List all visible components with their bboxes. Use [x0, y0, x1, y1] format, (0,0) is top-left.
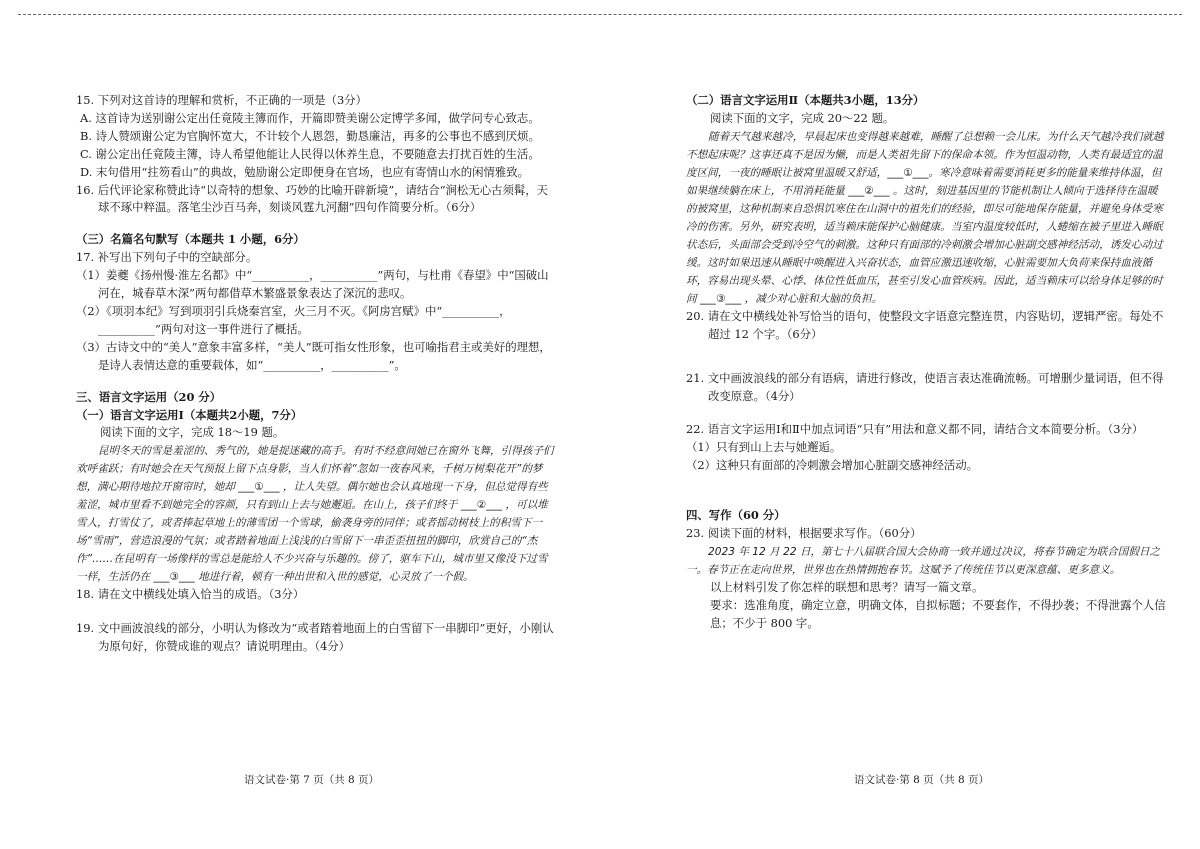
subsection-1-header: （一）语言文字运用Ⅰ（本题共2小题，7分）: [76, 407, 303, 422]
section-3-header: （三）名篇名句默写（本题共 1 小题，6分）: [76, 232, 305, 247]
subsection-2-intro: 阅读下面的文字，完成 20～22 题。: [710, 110, 895, 125]
question-15-option-c: C. 谢公定出任竟陵主簿，诗人希望他能让人民得以休养生息，不要随意去打扰百姓的生活。: [80, 146, 540, 161]
left-page-footer: 语文试卷·第 7 页（共 8 页）: [244, 774, 380, 786]
writing-material: 2023 年 12 月 22 日，第七十八届联合国大会协商一致并通过决议，将春节确定为联合国假日之一。春节正在走向世界，世界也在热情拥抱春节。这赋予了传统佳节以更深意蕴、更多意义。: [686, 545, 1161, 576]
right-page-footer: 语文试卷·第 8 页（共 8 页）: [854, 774, 990, 786]
question-17-stem: 17. 补写出下列句子中的空缺部分。: [76, 250, 258, 265]
writing-requirement: 要求：选准角度，确定立意，明确文体，自拟标题；不要套作，不得抄袭；不得泄露个人信息；不少于 800 字。: [710, 597, 1166, 630]
question-17-item-3: （3）古诗文中的“美人”意象丰富多样，“美人”既可指女性形象，也可喻指君主或美好的理想，是诗人表情达意的重要载体，如“__________，__________”。: [76, 339, 551, 372]
reading-passage-2: 随着天气越来越冷，早晨起床也变得越来越难，睡醒了总想赖一会儿床。为什么天气越冷我们就越不想起床呢？这事还真不是因为懒，而是人类祖先留下的保命本领。作为恒温动物，人类有最适宜的温度区间，一夜的睡眠让被窝里温暖又舒适，___①___。寒冷意味着需要消耗更多的能量来维持体温，但如果继续躺在床上，不用消耗能量 ___②___ 。这时，刻进基因里的节能机制让人倾向于选择待在温暖的被窝里，这种机制来自恐惧饥寒住在山洞中的祖先们的经验，即尽可能地保存能量，并避免身体受寒冷的伤害。另外，研究表明，适当赖床能保护心脑健康。当室内温度较低时，人蜷缩在被子里进入睡眠状态后，头面部会受到冷空气的刺激。这种只有面部的冷刺激会增加心脏副交感神经活动，诱发心动过缓。这时如果迅速从睡眠中唤醒进入兴奋状态，血管应激迅速收缩，心脏需要加大负荷来保持血液循环，容易出现头晕、心悸、体位性低血压，甚至引发心血管疾病。因此，适当赖床可以给身体足够的时间 ___③___ ，减少对心脏和大脑的负担。: [686, 130, 1164, 305]
part-4-header: 四、写作（60 分）: [686, 508, 786, 523]
question-22-item-2: （2）这种只有面部的冷刺激会增加心脏副交感神经活动。: [686, 458, 979, 473]
question-16: 16. 后代评论家称赞此诗“以奇特的想象、巧妙的比喻开辟新境”，请结合“涧松无心古须髯，天球不琢中粹温。落笔尘沙百马奔，刻谈风霆九河翻”四句作简要分析。（6分）: [76, 182, 549, 215]
question-17-item-2: （2）《项羽本纪》写到项羽引兵烧秦宫室，火三月不灭。《阿房宫赋》中“__________，__________”两句对这一事件进行了概括。: [76, 303, 511, 336]
question-22-item-1: （1）只有到山上去与她邂逅。: [686, 440, 842, 455]
reading-passage-1: 昆明冬天的雪是羞涩的、秀气的，她是捉迷藏的高手。有时不经意间她已在窗外飞舞，引得孩子们欢呼雀跃；有时她会在天气预报上留下点身影，当人们怀着“忽如一夜春风来，千树万树梨花开”的梦想，满心期待地拉开窗帘时，她却 ___①___ ，让人失望。偶尔她也会认真地现一下身，但总觉得有些羞涩，城市里看不到她完全的容颜，只有到山上去与她邂逅。在山上，孩子们终于 ___②___ ，可以堆雪人，打雪仗了，或者捧起草地上的薄雪团一个雪球，偷袭身旁的同伴；或者摇动树枝上的积雪下一场“雪雨”，营造浪漫的气氛；或者踏着地面上浅浅的白雪留下一串歪歪扭扭的脚印，欣赏自己的“杰作”……在昆明有一场像样的雪总是能给人不少兴奋与乐趣的。傍了，驱车下山，城市里又像没下过雪一样，生活仍在 ___③___ 地进行着，顿有一种出世和入世的感觉，心灵放了一个假。: [76, 445, 554, 584]
question-18: 18. 请在文中横线处填入恰当的成语。（3分）: [76, 587, 305, 602]
question-15-option-a: A. 这首诗为送别谢公定出任竟陵主簿而作，开篇即赞美谢公定博学多闻，做学问专心致志。: [80, 110, 540, 125]
question-15-option-b: B. 诗人赞颂谢公定为官胸怀宽大，不计较个人恩怨，勤恳廉洁，再多的公事也不感到厌烦。: [80, 128, 540, 143]
question-23-stem: 23. 阅读下面的材料，根据要求写作。（60分）: [686, 526, 922, 541]
part-3-header: 三、语言文字运用（20 分）: [76, 389, 222, 404]
writing-prompt: 以上材料引发了你怎样的联想和思考？请写一篇文章。: [710, 579, 984, 594]
question-17-item-1: （1）姜夔《扬州慢·淮左名都》中“__________，__________”两句，与杜甫《春望》中“国破山河在，城春草木深”两句都借草木繁盛景象表达了深沉的悲叹。: [76, 268, 549, 301]
top-dashed-rule: [18, 14, 1182, 15]
question-22-stem: 22. 语言文字运用Ⅰ和Ⅱ中加点词语“只有”用法和意义都不同，请结合文本简要分析。（3分）: [686, 422, 1144, 437]
subsection-2-header: （二）语言文字运用Ⅱ（本题共3小题，13分）: [686, 93, 925, 107]
question-20: 20. 请在文中横线处补写恰当的语句，使整段文字语意完整连贯，内容贴切，逻辑严密。每处不超过 12 个字。（6分）: [686, 308, 1164, 341]
right-page: [686, 92, 1166, 633]
subsection-1-intro: 阅读下面的文字，完成 18～19 题。: [100, 425, 285, 440]
question-19: 19. 文中画波浪线的部分，小明认为修改为“或者踏着地面上的白雪留下一串脚印”更好，小刚认为原句好，你赞成谁的观点？请说明理由。（4分）: [76, 621, 554, 654]
question-15-option-d: D. 末句借用“拄笏看山”的典故，勉励谢公定即便身在官场，也应有寄情山水的闲情雅致。: [80, 164, 530, 179]
left-page: [76, 92, 556, 656]
question-21: 21. 文中画波浪线的部分有语病，请进行修改，使语言表达准确流畅。可增删少量词语，但不得改变原意。（4分）: [686, 370, 1164, 403]
question-15-stem: 15. 下列对这首诗的理解和赏析，不正确的一项是（3分）: [76, 93, 367, 107]
